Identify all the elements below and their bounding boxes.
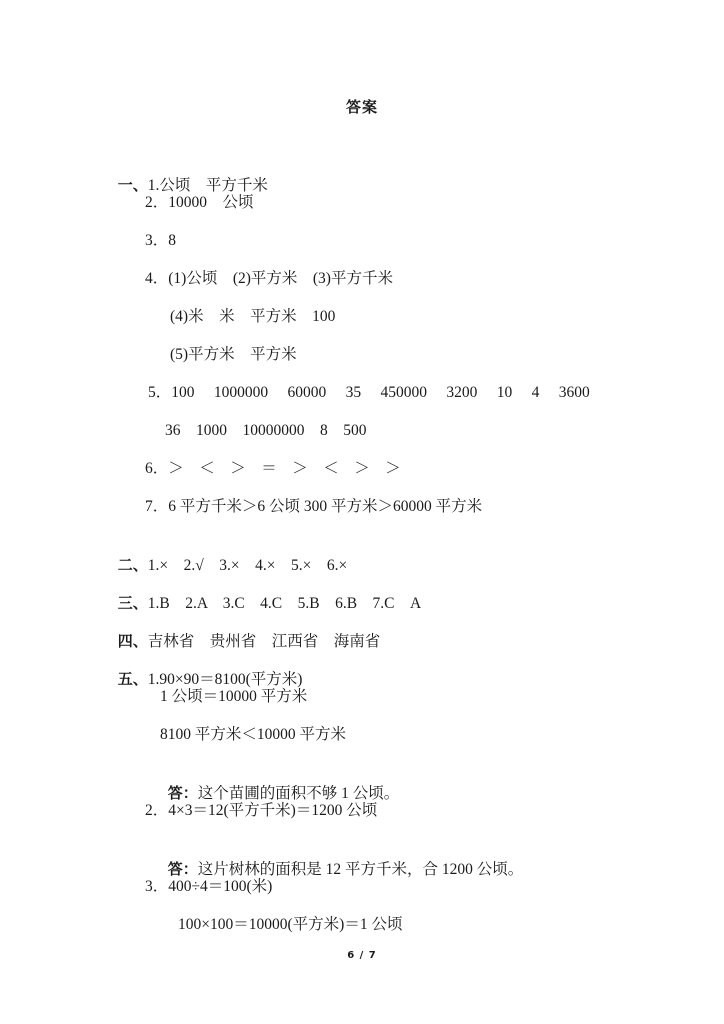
- section-2-answers: 1.× 2.√ 3.× 4.× 5.× 6.×: [147, 557, 348, 574]
- page-title: 答案: [345, 98, 378, 116]
- section-1-question-3: 3．8: [145, 232, 177, 249]
- section-1-question-5-line-1: 5．100 1000000 60000 35 450000 3200 10 4 3600: [148, 384, 590, 401]
- section-4-answers: 吉林省 贵州省 江西省 海南省: [147, 633, 381, 650]
- section-5-problem-1-answer: [160, 763, 399, 804]
- section-2: [110, 535, 347, 576]
- section-1-question-7: 7．6 平方千米＞6 公顷 300 平方米＞60000 平方米: [145, 498, 483, 515]
- section-1-label: 一、: [117, 176, 148, 194]
- answer-text: 这片树林的面积是 12 平方千米，合 1200 公顷。: [197, 861, 524, 878]
- section-1-question-4-line-1: 4．(1)公顷 (2)平方米 (3)平方千米: [145, 270, 393, 287]
- section-5-problem-3-line-1: 3．400÷4＝100(米): [145, 878, 273, 895]
- answer-label: 答：: [167, 784, 198, 802]
- section-5-problem-1-line-3: 8100 平方米＜10000 平方米: [160, 726, 347, 743]
- section-5-p1-line-1-text: 1.90×90＝8100(平方米): [147, 671, 303, 688]
- section-1-question-5-line-2: 36 1000 10000000 8 500: [165, 422, 367, 439]
- answer-text: 这个苗圃的面积不够 1 公顷。: [197, 785, 400, 802]
- section-3-label: 三、: [117, 594, 148, 612]
- section-3: [110, 573, 421, 614]
- answer-label: 答：: [167, 860, 198, 878]
- section-5-problem-2-answer: [160, 839, 523, 880]
- section-1-question-4-line-3: (5)平方米 平方米: [170, 346, 297, 363]
- section-1-question-6: 6．＞ ＜ ＞ ＝ ＞ ＜ ＞ ＞: [145, 460, 401, 477]
- section-2-label: 二、: [117, 556, 148, 574]
- section-4-label: 四、: [117, 632, 148, 650]
- section-1-q1-text: 1.公顷 平方千米: [147, 177, 268, 194]
- section-1-question-4-line-2: (4)米 米 平方米 100: [170, 308, 336, 325]
- section-5-label: 五、: [117, 670, 148, 688]
- section-5-problem-2-line-1: 2．4×3＝12(平方千米)＝1200 公顷: [145, 802, 378, 819]
- section-3-answers: 1.B 2.A 3.C 4.C 5.B 6.B 7.C A: [147, 595, 422, 612]
- section-5-problem-3-line-2: 100×100＝10000(平方米)＝1 公顷: [178, 916, 403, 933]
- section-1-question-1: [110, 155, 268, 196]
- section-5-problem-1-line-2: 1 公顷＝10000 平方米: [160, 688, 308, 705]
- section-5-problem-1-line-1: [110, 649, 302, 690]
- section-1-question-2: 2．10000 公顷: [145, 194, 254, 211]
- page-number: 6 / 7: [347, 950, 377, 961]
- section-4: [110, 611, 380, 652]
